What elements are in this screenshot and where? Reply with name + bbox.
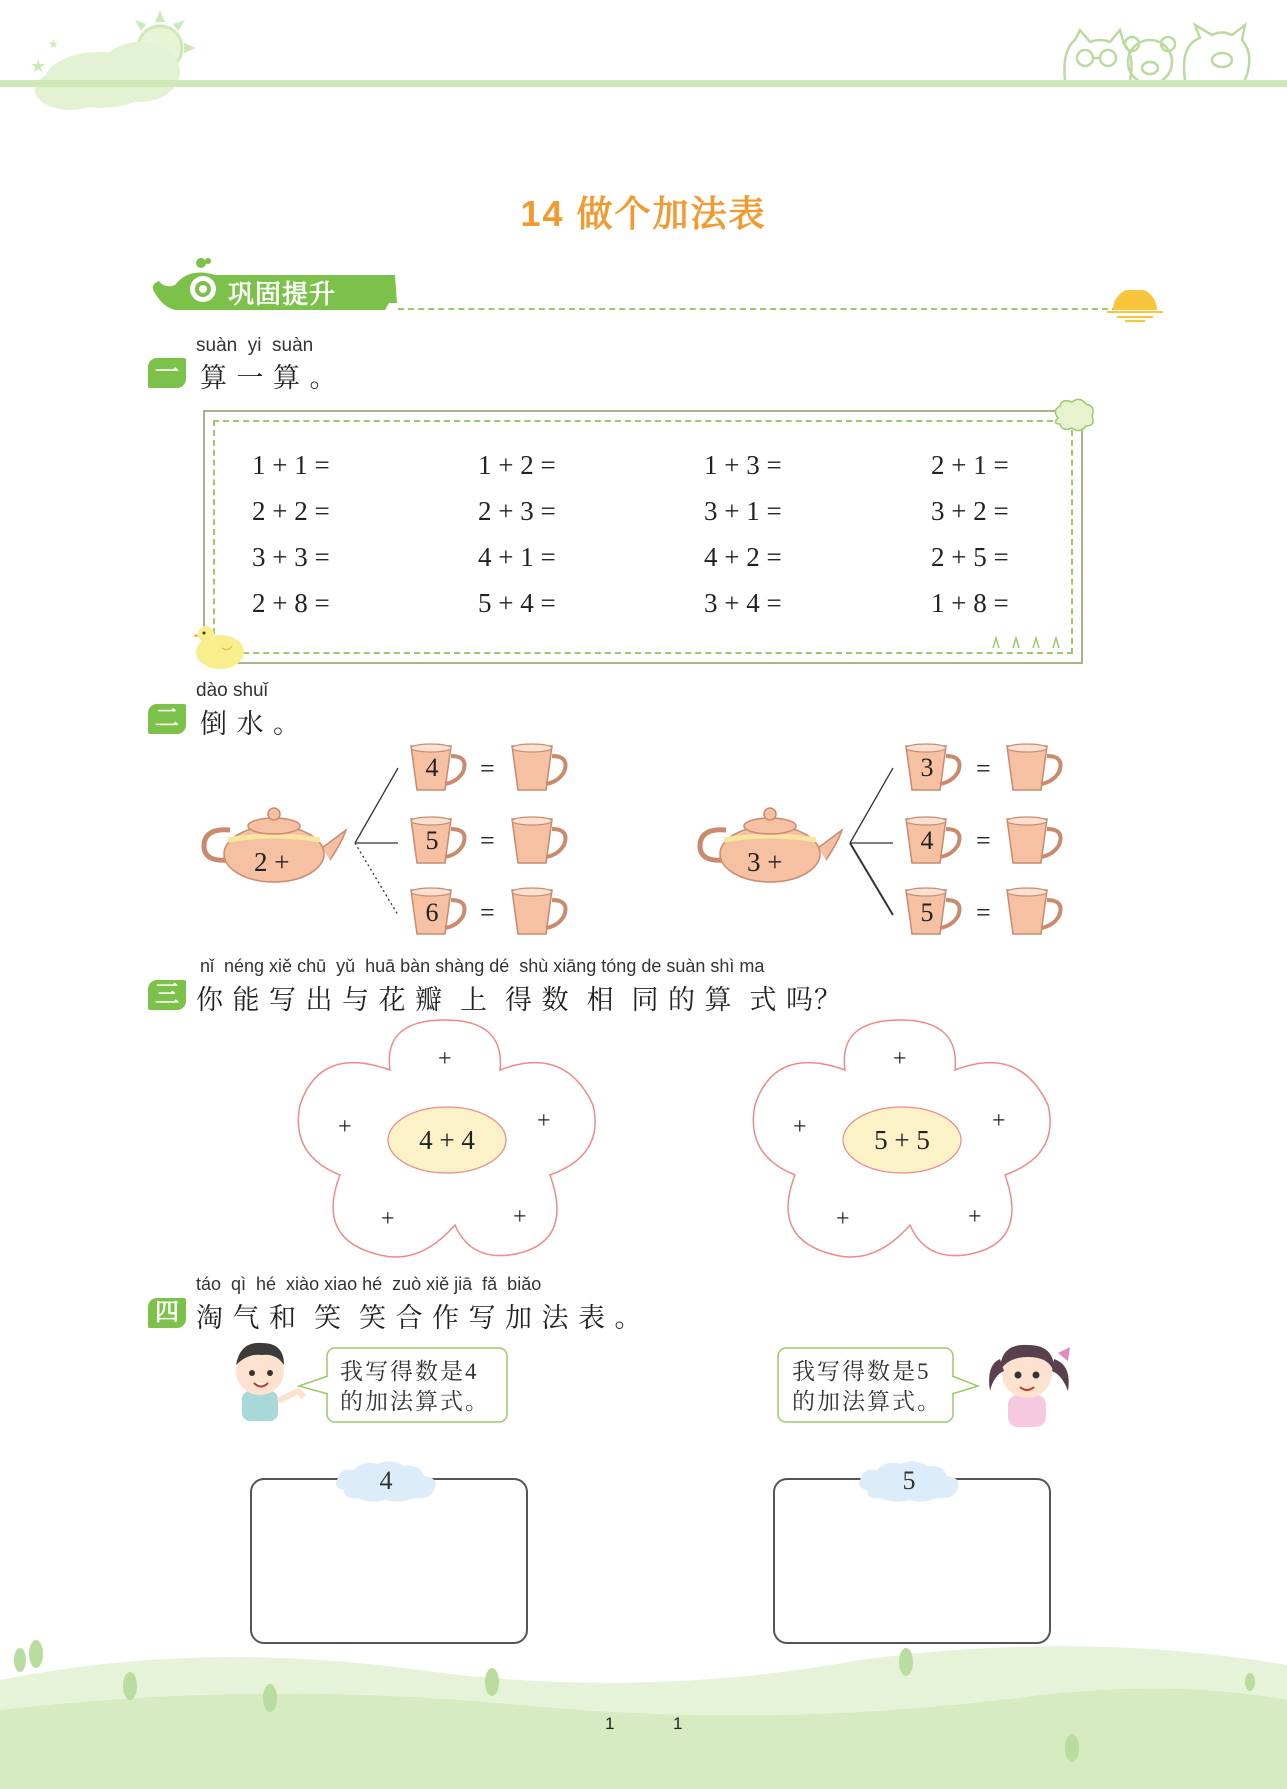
section-divider bbox=[398, 308, 1118, 310]
header-decoration bbox=[0, 0, 1287, 120]
answer-box-label: 4 bbox=[379, 1466, 393, 1495]
equation-cell: 4 + 2 = bbox=[704, 542, 782, 572]
cup-icon bbox=[508, 742, 574, 794]
equals-sign: = bbox=[976, 898, 991, 927]
equals-sign: = bbox=[976, 826, 991, 855]
cup-number: 4 bbox=[425, 753, 439, 782]
cup-number: 6 bbox=[425, 898, 439, 927]
equals-sign: = bbox=[480, 754, 495, 783]
q3-number-badge: 三 bbox=[148, 980, 186, 1010]
q2-pinyin: dào shuǐ bbox=[196, 680, 268, 701]
cat-icon bbox=[1064, 30, 1131, 80]
svg-text:★: ★ bbox=[48, 37, 59, 51]
section-banner-label: 巩固提升 bbox=[228, 279, 337, 309]
answer-box-label: 5 bbox=[902, 1466, 916, 1495]
equation-cell: 2 + 1 = bbox=[931, 450, 1009, 480]
q3-text: 你 能 写 出 与 花 瓣 上 得 数 相 同 的 算 式 吗？ bbox=[196, 985, 843, 1015]
equation-cell: 3 + 4 = bbox=[704, 588, 782, 618]
svg-text:★: ★ bbox=[30, 56, 47, 76]
equation-cell: 1 + 3 = bbox=[704, 450, 782, 480]
petal-blank: + bbox=[338, 1114, 352, 1140]
q2-number-badge: 二 bbox=[148, 704, 186, 734]
equation-cell: 1 + 1 = bbox=[252, 450, 330, 480]
cup-icon bbox=[508, 886, 574, 938]
equation-cell: 3 + 2 = bbox=[931, 496, 1009, 526]
cup-number: 5 bbox=[920, 898, 934, 927]
cup-number: 3 bbox=[920, 753, 934, 782]
petal-blank: + bbox=[513, 1204, 527, 1230]
bubble-line: 的加法算式。 bbox=[792, 1389, 942, 1414]
equals-sign: = bbox=[976, 754, 991, 783]
sunset-icon bbox=[1105, 290, 1165, 322]
equation-cell: 3 + 3 = bbox=[252, 542, 330, 572]
teapot-label: 3 + bbox=[747, 847, 783, 877]
equation-cell: 2 + 2 = bbox=[252, 496, 330, 526]
page-title: 14 做个加法表 bbox=[520, 193, 767, 234]
bubble-line: 的加法算式。 bbox=[340, 1389, 490, 1414]
page-number-right: 1 bbox=[673, 1714, 683, 1733]
petal-blank: + bbox=[992, 1108, 1006, 1134]
equation-cell: 1 + 8 = bbox=[931, 588, 1009, 618]
cup-icon bbox=[508, 815, 574, 867]
bubble-line: 我写得数是4 bbox=[340, 1359, 479, 1384]
header-bar bbox=[0, 80, 1287, 87]
girl-character-icon bbox=[980, 1335, 1080, 1431]
equals-sign: = bbox=[480, 826, 495, 855]
bubble-line: 我写得数是5 bbox=[792, 1359, 931, 1384]
q1-text: 算 一 算 。 bbox=[200, 363, 338, 393]
cup-number: 4 bbox=[920, 826, 934, 855]
equation-cell: 2 + 3 = bbox=[478, 496, 556, 526]
q2-text: 倒 水 。 bbox=[200, 709, 302, 739]
petal-blank: + bbox=[893, 1046, 907, 1072]
petal-blank: + bbox=[438, 1046, 452, 1072]
equation-cell: 1 + 2 = bbox=[478, 450, 556, 480]
cup-icon bbox=[1003, 815, 1069, 867]
footer-hills bbox=[0, 1620, 1287, 1789]
pig-icon bbox=[1184, 25, 1249, 80]
petal-blank: + bbox=[381, 1206, 395, 1232]
equation-cell: 3 + 1 = bbox=[704, 496, 782, 526]
petal-blank: + bbox=[836, 1206, 850, 1232]
flower-corner-icon bbox=[1050, 396, 1096, 434]
flower-center: 5 + 5 bbox=[874, 1125, 930, 1155]
chick-icon bbox=[192, 620, 252, 672]
petal-blank: + bbox=[793, 1114, 807, 1140]
pour-diagram-lines bbox=[0, 740, 1287, 940]
grass-icon bbox=[988, 636, 1068, 650]
equation-cell: 4 + 1 = bbox=[478, 542, 556, 572]
petal-blank: + bbox=[968, 1204, 982, 1230]
q1-number-badge: 一 bbox=[148, 358, 186, 388]
equation-cell: 2 + 5 = bbox=[931, 542, 1009, 572]
page-header bbox=[0, 0, 1287, 120]
equation-cell: 2 + 8 = bbox=[252, 588, 330, 618]
equals-sign: = bbox=[480, 898, 495, 927]
page-number-left: 1 bbox=[605, 1714, 615, 1733]
equation-cell: 5 + 4 = bbox=[478, 588, 556, 618]
q4-text: 淘 气 和 笑 笑 合 作 写 加 法 表 。 bbox=[196, 1303, 643, 1333]
cup-icon bbox=[1003, 742, 1069, 794]
q3-pinyin: nǐ néng xiě chū yǔ huā bàn shàng dé shù xiāng tóng de suàn shì ma bbox=[200, 956, 765, 976]
q4-number-badge: 四 bbox=[148, 1298, 186, 1328]
q1-pinyin: suàn yi suàn bbox=[196, 335, 314, 356]
q4-pinyin: táo qì hé xiào xiao hé zuò xiě jiā fǎ biǎo bbox=[196, 1274, 542, 1294]
petal-blank: + bbox=[537, 1108, 551, 1134]
flower-center: 4 + 4 bbox=[419, 1125, 475, 1155]
cloud-icon bbox=[35, 42, 180, 110]
cup-icon bbox=[1003, 886, 1069, 938]
teapot-label: 2 + bbox=[254, 847, 290, 877]
cup-number: 5 bbox=[425, 826, 439, 855]
